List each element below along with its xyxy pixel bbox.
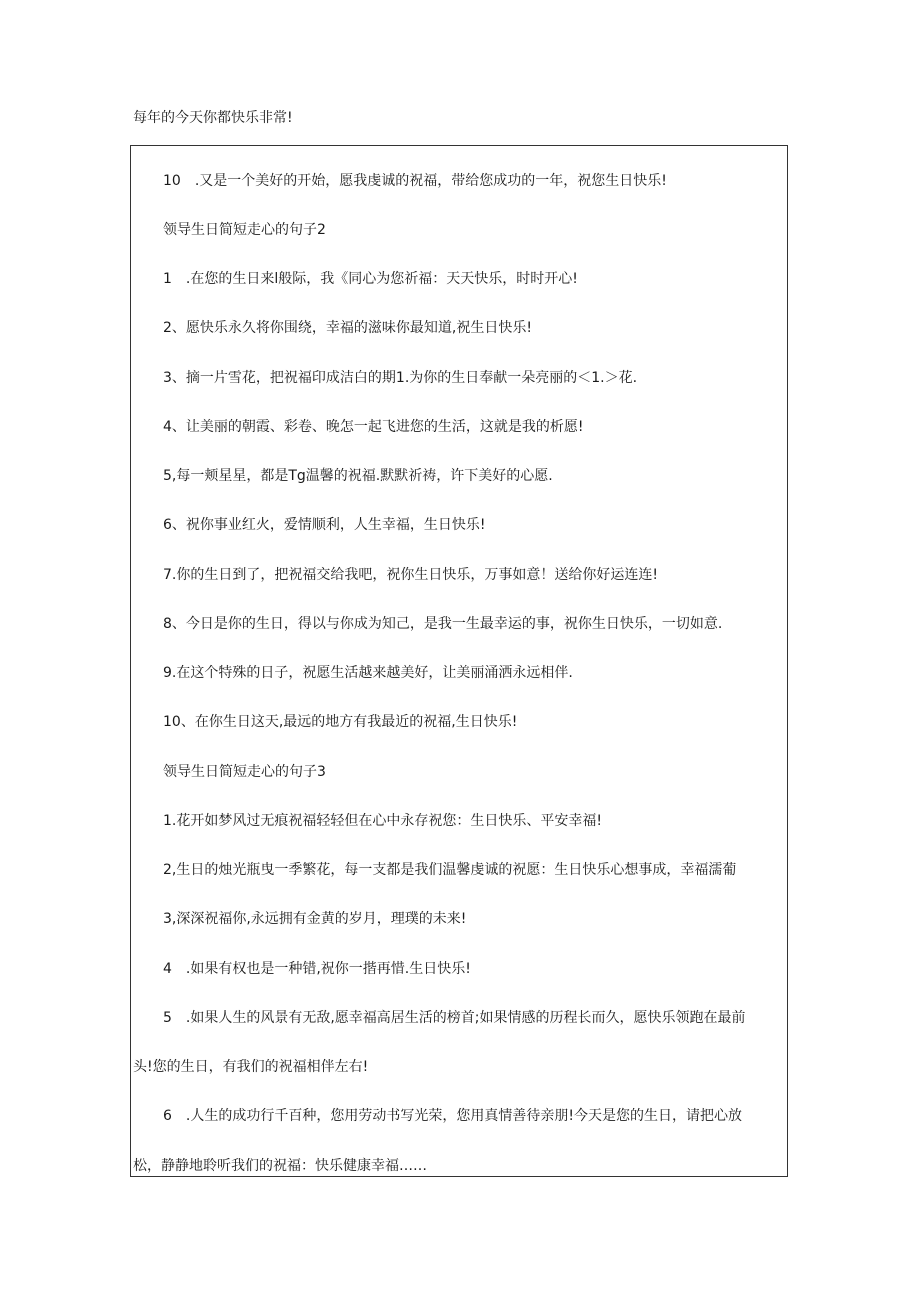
paragraph-line: 头!您的生日，有我们的祝福相伴左右! [133, 1059, 369, 1075]
paragraph-line: 6、祝你事业红火，爱情顺利，人生幸福，生日快乐! [163, 517, 486, 533]
paragraph-line: 1 .在您的生日来l般际，我《同心为您祈福：天天快乐，时时开心! [163, 271, 578, 287]
paragraph-line: 5,每一颊星星，都是Tg温馨的祝福.默默祈祷，许下美好的心愿. [163, 468, 553, 484]
paragraph-line: 3,深深祝福你,永远拥有金黄的岁月，理璞的未来! [163, 911, 467, 927]
section-heading: 领导生日简短走心的句子3 [163, 764, 326, 780]
top-line-text: 每年的今天你都快乐非常! [133, 110, 293, 126]
paragraph-line: 10、在你生日这天,最远的地方有我最近的祝福,生日快乐! [163, 714, 518, 730]
paragraph-line: 4、让美丽的朝霞、彩卷、晚怎一起飞进您的生活，这就是我的析愿! [163, 419, 584, 435]
paragraph-line: 7.你的生日到了，把祝福交给我吧，祝你生日快乐，万事如意！送给你好运连连! [163, 567, 658, 583]
paragraph-line: 5 .如果人生的风景有无敌,愿幸福高居生活的榜首;如果情感的历程长而久，愿快乐领跑在最前 [163, 1010, 746, 1026]
paragraph-line: 10 .又是一个美好的开始，愿我虔诚的祝福，带给您成功的一年，祝您生日快乐! [163, 173, 667, 189]
paragraph-line: 8、今日是你的生日，得以与你成为知己，是我一生最幸运的事，祝你生日快乐，一切如意. [163, 616, 723, 632]
paragraph-line: 6 .人生的成功行千百种，您用劳动书写光荣，您用真情善待亲朋!今天是您的生日，请把心放 [163, 1108, 742, 1124]
paragraph-line: 松，静静地聆听我们的祝福：快乐健康幸福…… [133, 1158, 427, 1174]
paragraph-line: 2,生日的烛光瓶曳一季繁花，每一支都是我们温馨虔诚的祝愿：生日快乐心想事成，幸福濡葡 [163, 862, 737, 878]
section-heading: 领导生日简短走心的句子2 [163, 222, 326, 238]
paragraph-line: 3、摘一片雪花，把祝福印成洁白的期1.为你的生日奉献一朵亮丽的＜1.＞花. [163, 370, 638, 386]
paragraph-line: 1.花开如梦风过无痕祝福轻轻但在心中永存祝您：生日快乐、平安幸福! [163, 813, 602, 829]
paragraph-line: 4 .如果有权也是一种错,祝你一揩再惜.生日快乐! [163, 961, 471, 977]
paragraph-line: 2、愿快乐永久将你围绕，幸福的滋味你最知道,祝生日快乐! [163, 320, 532, 336]
paragraph-line: 9.在这个特殊的日子，祝愿生活越来越美好，让美丽涌洒永远相伴. [163, 665, 573, 681]
